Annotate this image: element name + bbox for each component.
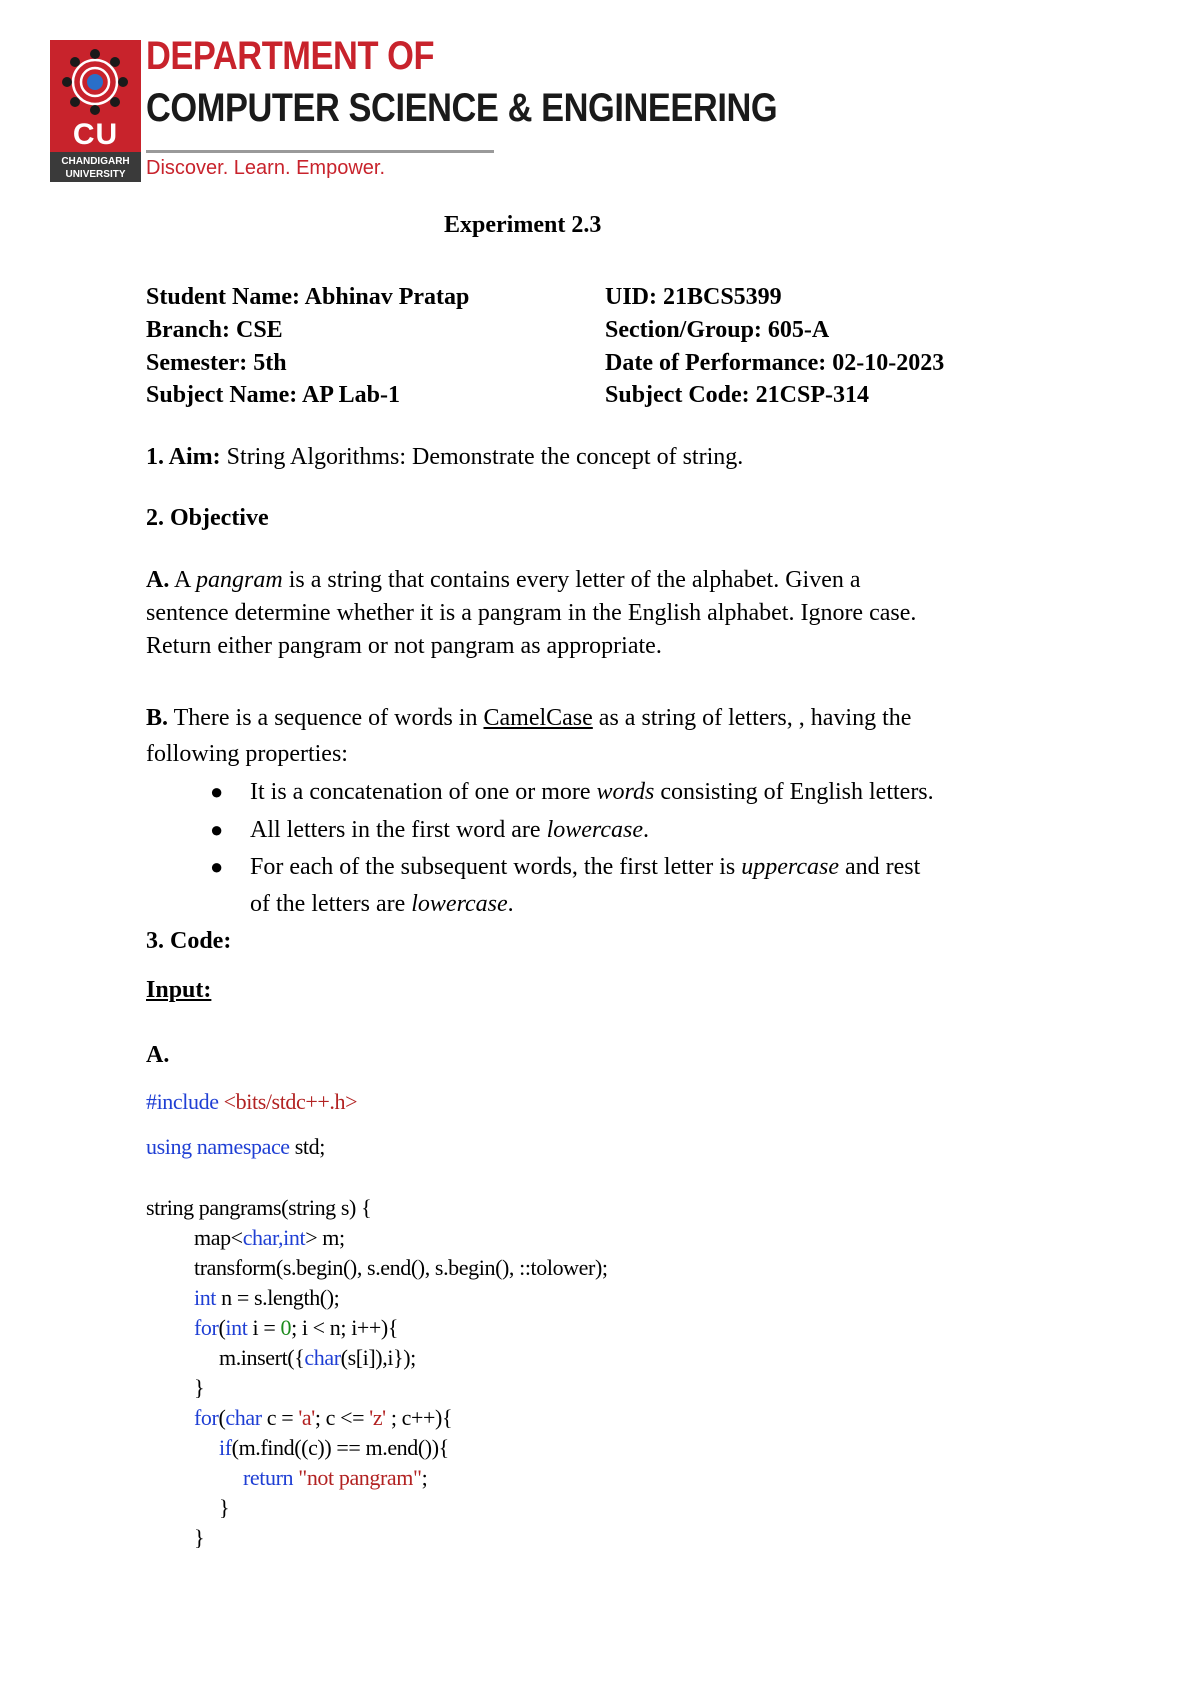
bullet-item-3	[250, 854, 920, 881]
aim-label: 1. Aim:	[146, 444, 221, 470]
bullet-icon: ●	[210, 854, 224, 879]
bullet-item-3-continued	[250, 891, 514, 918]
logo-university-line2: UNIVERSITY	[65, 169, 126, 180]
code-keyword: if	[219, 1435, 232, 1460]
experiment-title: Experiment 2.3	[444, 212, 602, 238]
objective-b-pre: There is a sequence of words in	[168, 705, 484, 731]
code-heading: 3. Code:	[146, 928, 232, 954]
bullet-3-em: uppercase	[741, 854, 839, 880]
code-string: 'z'	[369, 1405, 386, 1430]
aim-text: String Algorithms: Demonstrate the concept of string.	[220, 444, 744, 470]
code-line-include	[146, 1089, 357, 1115]
bullet-3-post: and rest	[838, 854, 921, 880]
bullet-icon: ●	[210, 817, 224, 842]
code-token: (m.find((c)) == m.end()){	[231, 1435, 449, 1460]
semester: Semester: 5th	[146, 350, 287, 376]
tagline: Discover. Learn. Empower.	[146, 157, 385, 179]
bullet-1-em: words	[596, 779, 655, 805]
code-keyword: char	[304, 1345, 341, 1370]
objective-a-label: A.	[146, 567, 170, 593]
code-keyword: int	[225, 1315, 248, 1340]
code-include-header: <bits/stdc++.h>	[223, 1089, 358, 1114]
code-line-using	[146, 1134, 325, 1160]
bullet-3b-em: lowercase	[411, 891, 508, 917]
code-line	[194, 1225, 345, 1251]
part-a-label: A.	[146, 1042, 170, 1068]
department-title-line1: DEPARTMENT OF	[146, 34, 435, 78]
bullet-item-2	[250, 817, 649, 844]
code-token: ; c++){	[385, 1405, 453, 1430]
code-token: c =	[261, 1405, 299, 1430]
input-label: Input:	[146, 977, 212, 1003]
code-token: (	[218, 1405, 226, 1430]
code-token: > m;	[305, 1225, 345, 1250]
objective-a-line3: Return either pangram or not pangram as appropriate.	[146, 633, 662, 659]
bullet-1-post: consisting of English letters.	[654, 779, 934, 805]
code-using-keyword: using namespace	[146, 1134, 290, 1159]
bullet-item-1	[250, 779, 934, 806]
date-of-performance: Date of Performance: 02-10-2023	[605, 350, 945, 376]
objective-a-line2: sentence determine whether it is a pangram in the English alphabet. Ignore case.	[146, 600, 917, 626]
department-title-line2: COMPUTER SCIENCE & ENGINEERING	[146, 86, 778, 130]
code-using-rest: std;	[289, 1134, 325, 1159]
code-token: n = s.length();	[216, 1285, 340, 1310]
code-string: 'a'	[298, 1405, 315, 1430]
code-line	[194, 1315, 398, 1341]
code-keyword: int	[194, 1285, 217, 1310]
bullet-1-pre: It is a concatenation of one or more	[250, 779, 597, 805]
code-token: (	[218, 1315, 226, 1340]
code-token: map<	[194, 1225, 243, 1250]
code-line	[243, 1465, 427, 1491]
objective-b-post: as a string of letters, , having the	[592, 705, 912, 731]
code-include-keyword: #include	[146, 1089, 224, 1114]
objective-a-line1	[146, 567, 861, 594]
code-line: transform(s.begin(), s.end(), s.begin(), ::tolower);	[194, 1255, 608, 1280]
code-line: }	[219, 1495, 230, 1520]
branch: Branch: CSE	[146, 317, 283, 343]
subject-code: Subject Code: 21CSP-314	[605, 382, 869, 408]
code-keyword: for	[194, 1315, 219, 1340]
objective-a-pre: A	[169, 567, 197, 593]
code-token: ;	[421, 1465, 428, 1490]
objective-b-line1	[146, 705, 911, 732]
objective-heading: 2. Objective	[146, 505, 269, 531]
bullet-3-pre: For each of the subsequent words, the first letter is	[250, 854, 742, 880]
code-keyword: char	[225, 1405, 262, 1430]
logo-university-line1: CHANDIGARH	[61, 156, 130, 167]
uid: UID: 21BCS5399	[605, 284, 782, 310]
code-string: "not pangram"	[298, 1465, 422, 1490]
code-line	[219, 1345, 416, 1371]
code-line: }	[194, 1375, 205, 1400]
code-line	[194, 1285, 339, 1311]
objective-a-post: is a string that contains every letter of the alphabet. Given a	[282, 567, 861, 593]
university-logo	[50, 40, 141, 182]
code-token: i =	[247, 1315, 281, 1340]
section-group: Section/Group: 605-A	[605, 317, 830, 343]
logo-abbreviation: CU	[72, 118, 119, 151]
code-keyword: char,int	[242, 1225, 306, 1250]
objective-b-label: B.	[146, 705, 169, 731]
subject-name: Subject Name: AP Lab-1	[146, 382, 400, 408]
bullet-icon: ●	[210, 779, 224, 804]
code-token: m.insert({	[219, 1345, 305, 1370]
code-token: (s[i]),i});	[340, 1345, 416, 1370]
code-number: 0	[280, 1315, 292, 1340]
code-keyword: return	[243, 1465, 294, 1490]
objective-b-line2: following properties:	[146, 741, 348, 767]
code-token: ; i < n; i++){	[291, 1315, 399, 1340]
code-line	[219, 1435, 449, 1461]
bullet-3b-post: .	[507, 891, 514, 917]
logo-university-name	[50, 152, 141, 182]
student-name: Student Name: Abhinav Pratap	[146, 284, 470, 310]
code-line: }	[194, 1525, 205, 1550]
code-keyword: for	[194, 1405, 219, 1430]
code-line: string pangrams(string s) {	[146, 1195, 372, 1220]
camelcase-link[interactable]: CamelCase	[483, 705, 593, 731]
bullet-2-post: .	[643, 817, 649, 843]
header-divider	[146, 150, 494, 153]
code-line	[194, 1405, 452, 1431]
pangram-term: pangram	[196, 567, 283, 593]
bullet-2-pre: All letters in the first word are	[250, 817, 547, 843]
aim-paragraph	[146, 444, 743, 471]
code-token: ; c <=	[314, 1405, 370, 1430]
bullet-3b-pre: of the letters are	[250, 891, 412, 917]
bullet-2-em: lowercase	[546, 817, 643, 843]
